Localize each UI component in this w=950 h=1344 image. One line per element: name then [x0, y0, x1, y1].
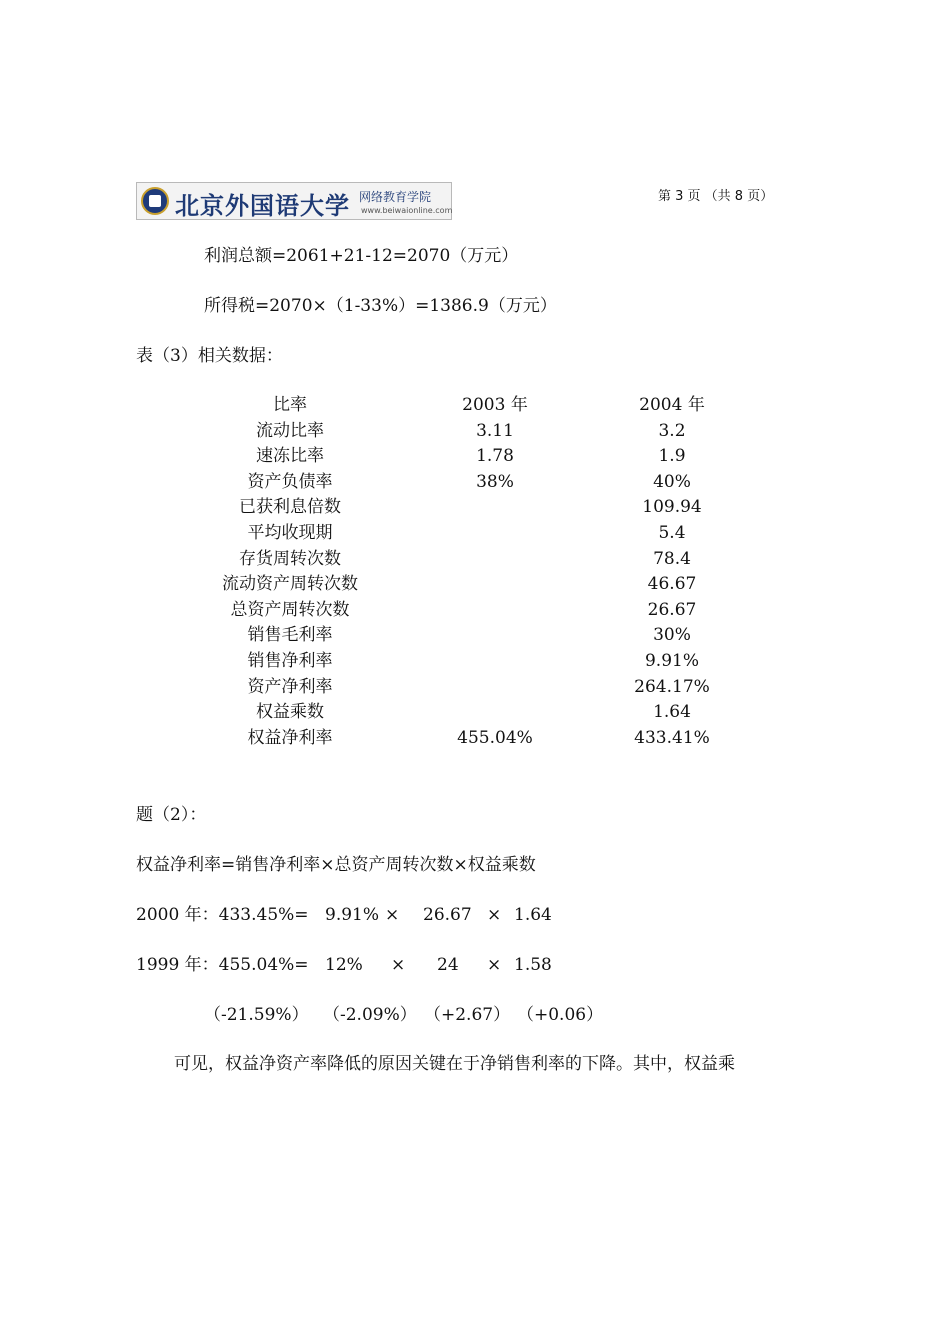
year-2000-net-margin: 9.91%: [325, 905, 380, 925]
header-ratio: 比率: [273, 395, 307, 415]
table-caption: 表（3）相关数据：: [136, 346, 283, 366]
row-2004-value: 1.64: [653, 702, 691, 722]
row-2003-value: 1.78: [476, 446, 514, 466]
row-label: 总资产周转次数: [230, 600, 350, 620]
university-logo: [136, 182, 452, 220]
multiply-sign: ×: [487, 955, 502, 975]
row-label: 速冻比率: [256, 446, 324, 466]
income-tax-line: 所得税=2070×（1-33%）=1386.9（万元）: [204, 296, 557, 316]
year-1999-roe: 1999 年：455.04%=: [136, 955, 309, 975]
year-2000-turnover: 26.67: [423, 905, 472, 925]
diff-multiplier: （+0.06）: [517, 1005, 604, 1025]
year-2000-roe: 2000 年：433.45%=: [136, 905, 309, 925]
differences-row: [136, 1003, 636, 1027]
page-number: 第 3 页 （共 8 页）: [658, 189, 774, 204]
row-label: 流动资产周转次数: [222, 574, 358, 594]
logo-chinese-name: 北京外国语大学: [175, 191, 350, 220]
header-2003: 2003 年: [462, 395, 528, 415]
row-label: 权益净利率: [247, 728, 333, 748]
question2-title: 题（2）：: [136, 805, 207, 825]
row-2003-value: 455.04%: [457, 728, 533, 748]
year-1999-turnover: 24: [437, 955, 459, 975]
year-1999-multiplier: 1.58: [514, 955, 552, 975]
ratio-table: [0, 393, 950, 753]
diff-turnover: （+2.67）: [424, 1005, 511, 1025]
logo-subtitle: 网络教育学院: [359, 190, 432, 204]
row-2004-value: 1.9: [658, 446, 686, 466]
year-1999-net-margin: 12%: [325, 955, 363, 975]
row-2004-value: 433.41%: [634, 728, 710, 748]
profit-total-line: 利润总额=2061+21-12=2070（万元）: [204, 246, 519, 266]
row-2004-value: 46.67: [647, 574, 697, 594]
diff-roe: （-21.59%）: [204, 1005, 309, 1025]
diff-net-margin: （-2.09%）: [323, 1005, 417, 1025]
year-1999-breakdown: [136, 953, 636, 977]
row-2004-value: 30%: [653, 625, 691, 645]
multiply-sign: ×: [487, 905, 502, 925]
row-label: 销售净利率: [247, 651, 333, 671]
row-label: 平均收现期: [247, 523, 333, 543]
logo-url: www.beiwaionline.com: [361, 206, 453, 215]
row-label: 资产负债率: [247, 472, 333, 492]
row-label: 存货周转次数: [239, 549, 341, 569]
row-label: 已获利息倍数: [239, 497, 341, 517]
year-2000-breakdown: [136, 903, 636, 927]
row-label: 资产净利率: [247, 677, 333, 697]
row-label: 流动比率: [256, 421, 324, 441]
row-2004-value: 9.91%: [644, 651, 699, 671]
row-label: 销售毛利率: [247, 625, 333, 645]
multiply-sign: ×: [391, 955, 406, 975]
row-2004-value: 26.67: [647, 600, 697, 620]
row-2004-value: 78.4: [653, 549, 691, 569]
emblem-icon: [141, 187, 169, 215]
row-2004-value: 5.4: [658, 523, 686, 543]
row-2003-value: 38%: [476, 472, 514, 492]
year-2000-multiplier: 1.64: [514, 905, 552, 925]
row-2004-value: 264.17%: [634, 677, 710, 697]
row-2004-value: 109.94: [642, 497, 702, 517]
row-2003-value: 3.11: [476, 421, 514, 441]
row-label: 权益乘数: [256, 702, 324, 722]
row-2004-value: 40%: [653, 472, 691, 492]
conclusion-paragraph: 可见，权益净资产率降低的原因关键在于净销售利率的下降。其中，权益乘: [174, 1054, 735, 1074]
row-2004-value: 3.2: [658, 421, 686, 441]
multiply-sign: ×: [385, 905, 400, 925]
roe-formula: 权益净利率=销售净利率×总资产周转次数×权益乘数: [136, 855, 536, 875]
header-2004: 2004 年: [639, 395, 705, 415]
